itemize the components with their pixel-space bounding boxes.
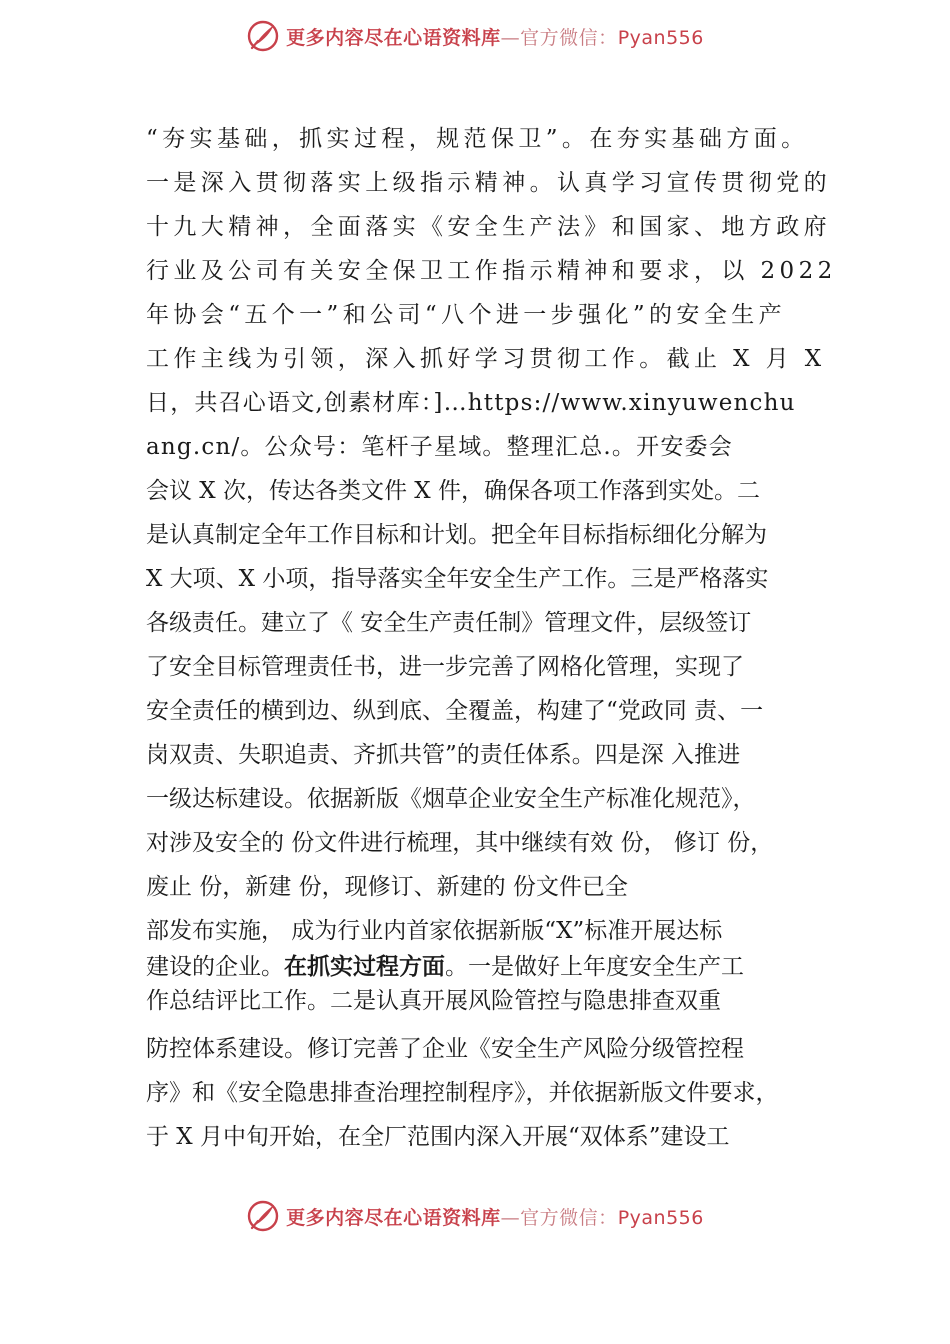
watermark-footer xyxy=(0,1196,950,1236)
watermark-text: 更多内容尽在心语资料库—官方微信：Pyan556 xyxy=(286,26,704,49)
section-heading-inline: 在抓实过程方面 xyxy=(284,954,445,980)
watermark-text: 更多内容尽在心语资料库—官方微信：Pyan556 xyxy=(286,1206,704,1229)
body-line: 于 X 月中旬开始，在全厂范围内深入开展“双体系”建设工 xyxy=(146,1124,730,1150)
body-line: 一是深入贯彻落实上级指示精神。认真学习宣传贯彻党的 xyxy=(146,170,831,196)
quill-logo-icon xyxy=(246,19,280,53)
body-line: 行业及公司有关安全保卫工作指示精神和要求，以 2022 xyxy=(146,258,837,284)
body-line: 序》和《安全隐患排查治理控制程序》，并依据新版文件要求， xyxy=(146,1080,779,1106)
body-line: 年协会“五个一”和公司“八个进一步强化”的安全生产 xyxy=(146,302,787,328)
body-line: X 大项、X 小项，指导落实全年安全生产工作。三是严格落实 xyxy=(146,566,769,592)
body-line: 各级责任。建立了《 安全生产责任制》管理文件，层级签订 xyxy=(146,610,752,636)
body-line: “夯实基础，抓实过程，规范保卫”。在夯实基础方面。 xyxy=(146,126,809,152)
body-line: 对涉及安全的 份文件进行梳理，其中继续有效 份， 修订 份， xyxy=(146,830,774,856)
body-line: 安全责任的横到边、纵到底、全覆盖，构建了“党政同 责、一 xyxy=(146,698,764,724)
body-line: 岗双责、失职追责、齐抓共管”的责任体系。四是深 入推进 xyxy=(146,742,741,768)
body-line: 会议 X 次，传达各类文件 X 件，确保各项工作落到实处。二 xyxy=(146,478,760,504)
body-line: ang.cn/。公众号：笔杆子星域。整理汇总.。开安委会 xyxy=(146,434,733,460)
body-line: 部发布实施， 成为行业内首家依据新版“X”标准开展达标 xyxy=(146,918,723,944)
body-line: 一级达标建设。依据新版《烟草企业安全生产标准化规范》， xyxy=(146,786,756,812)
body-line: 日，共召心语文,创素材库：]…https://www.xinyuwenchu xyxy=(146,390,796,416)
body-line: 作总结评比工作。二是认真开展风险管控与隐患排查双重 xyxy=(146,988,721,1014)
body-line: 废止 份，新建 份，现修订、新建的 份文件已全 xyxy=(146,874,628,900)
body-line: 工作主线为引领，深入抓好学习贯彻工作。截止 X 月 X xyxy=(146,346,826,372)
body-line: 了安全目标管理责任书，进一步完善了网格化管理，实现了 xyxy=(146,654,744,680)
body-line-with-heading: 建设的企业。在抓实过程方面。一是做好上年度安全生产工 xyxy=(146,954,744,980)
body-line: 防控体系建设。修订完善了企业《安全生产风险分级管控程 xyxy=(146,1036,744,1062)
quill-logo-icon xyxy=(246,1199,280,1233)
watermark-header xyxy=(0,16,950,56)
body-line: 是认真制定全年工作目标和计划。把全年目标指标细化分解为 xyxy=(146,522,767,548)
body-line: 十九大精神，全面落实《安全生产法》和国家、地方政府 xyxy=(146,214,831,240)
